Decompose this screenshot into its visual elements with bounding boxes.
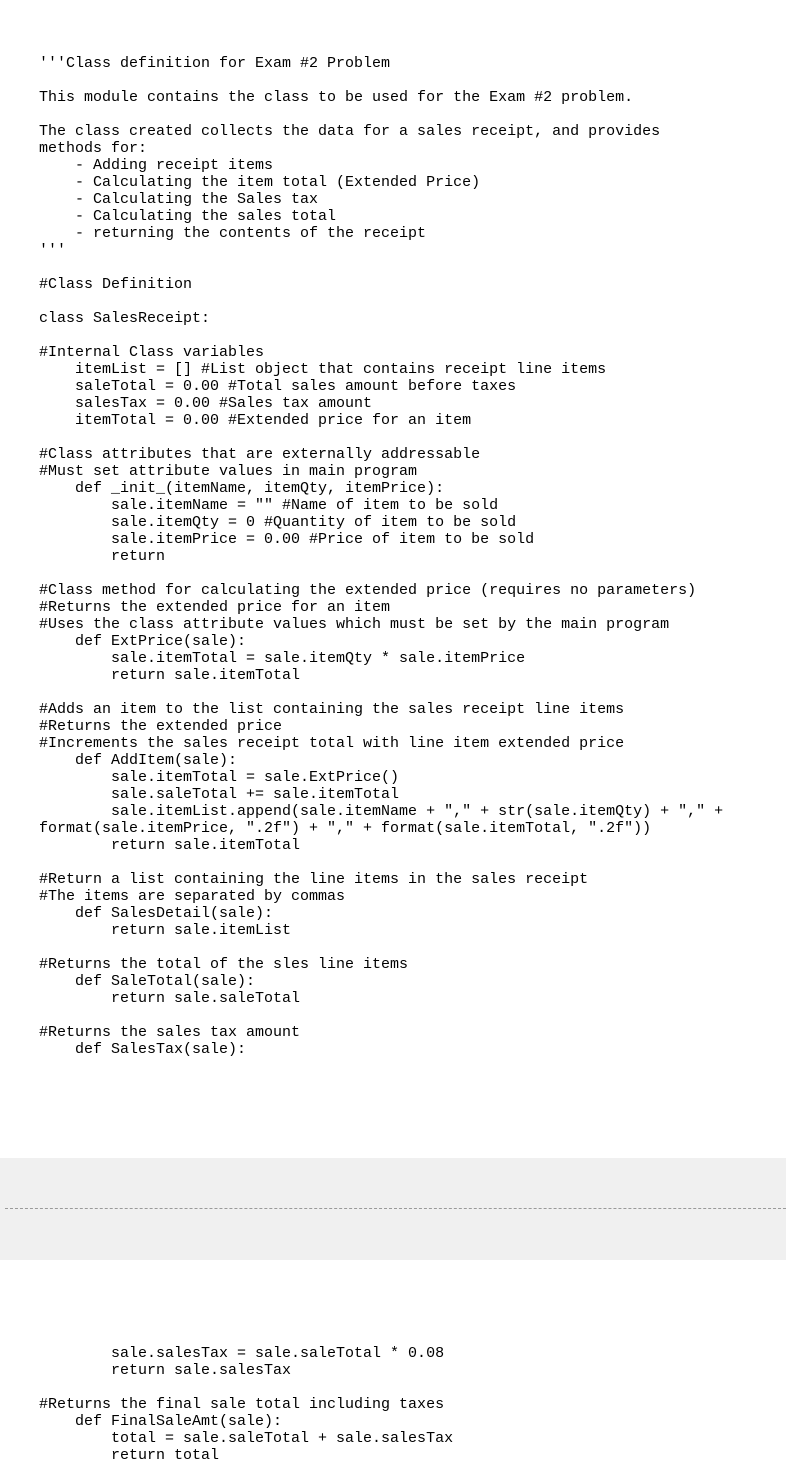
page-break-divider (5, 1208, 786, 1209)
code-block-page-2: sale.salesTax = sale.saleTotal * 0.08 return sale.salesTax #Returns the final sale total including taxes def FinalSaleAmt(sale): total = sale.saleTotal + sale.salesTax return total (39, 1345, 454, 1464)
code-block-page-1: '''Class definition for Exam #2 Problem This module contains the class to be used for the Exam #2 problem. The class created collects the data for a sales receipt, and provides methods for: - Adding receipt items - Calculating the item total (Extended Price) - Calculating the Sales tax - Calculating the sales total - returning the contents of the receipt ''' #Class Definition class SalesReceipt: #Internal Class variables itemList = [] #List object that contains receipt line items saleTotal = 0.00 #Total sales amount before taxes salesTax = 0.00 #Sales tax amount itemTotal = 0.00 #Extended price for an item #Class attributes that are externally addressable #Must set attribute values in main program def _init_(itemName, itemQty, itemPrice): sale.itemName = "" #Name of item to be sold sale.itemQty = 0 #Quantity of item to be sold sale.itemPrice = 0.00 #Price of item to be sold return #Class method for calculating the extended price (requires no parameters) #Returns the extended price for an item #Uses the class attribute values which must be set by the main program def ExtPrice(sale): sale.itemTotal = sale.itemQty * sale.itemPrice return sale.itemTotal #Adds an item to the list containing the sales receipt line items #Returns the extended price #Increments the sales receipt total with line item extended price def AddItem(sale): sale.itemTotal = sale.ExtPrice() sale.saleTotal += sale.itemTotal sale.itemList.append(sale.itemName + "," + str(sale.itemQty) + "," + format(sale.itemPrice, ".2f") + "," + format(sale.itemTotal, ".2f")) return sale.itemTotal #Return a list containing the line items in the sales receipt #The items are separated by commas def SalesDetail(sale): return sale.itemList #Returns the total of the sles line items def SaleTotal(sale): return sale.saleTotal #Returns the sales tax amount def SalesTax(sale): (39, 55, 724, 1058)
page-gap (0, 1158, 786, 1260)
document-page-2 (0, 1260, 786, 1468)
